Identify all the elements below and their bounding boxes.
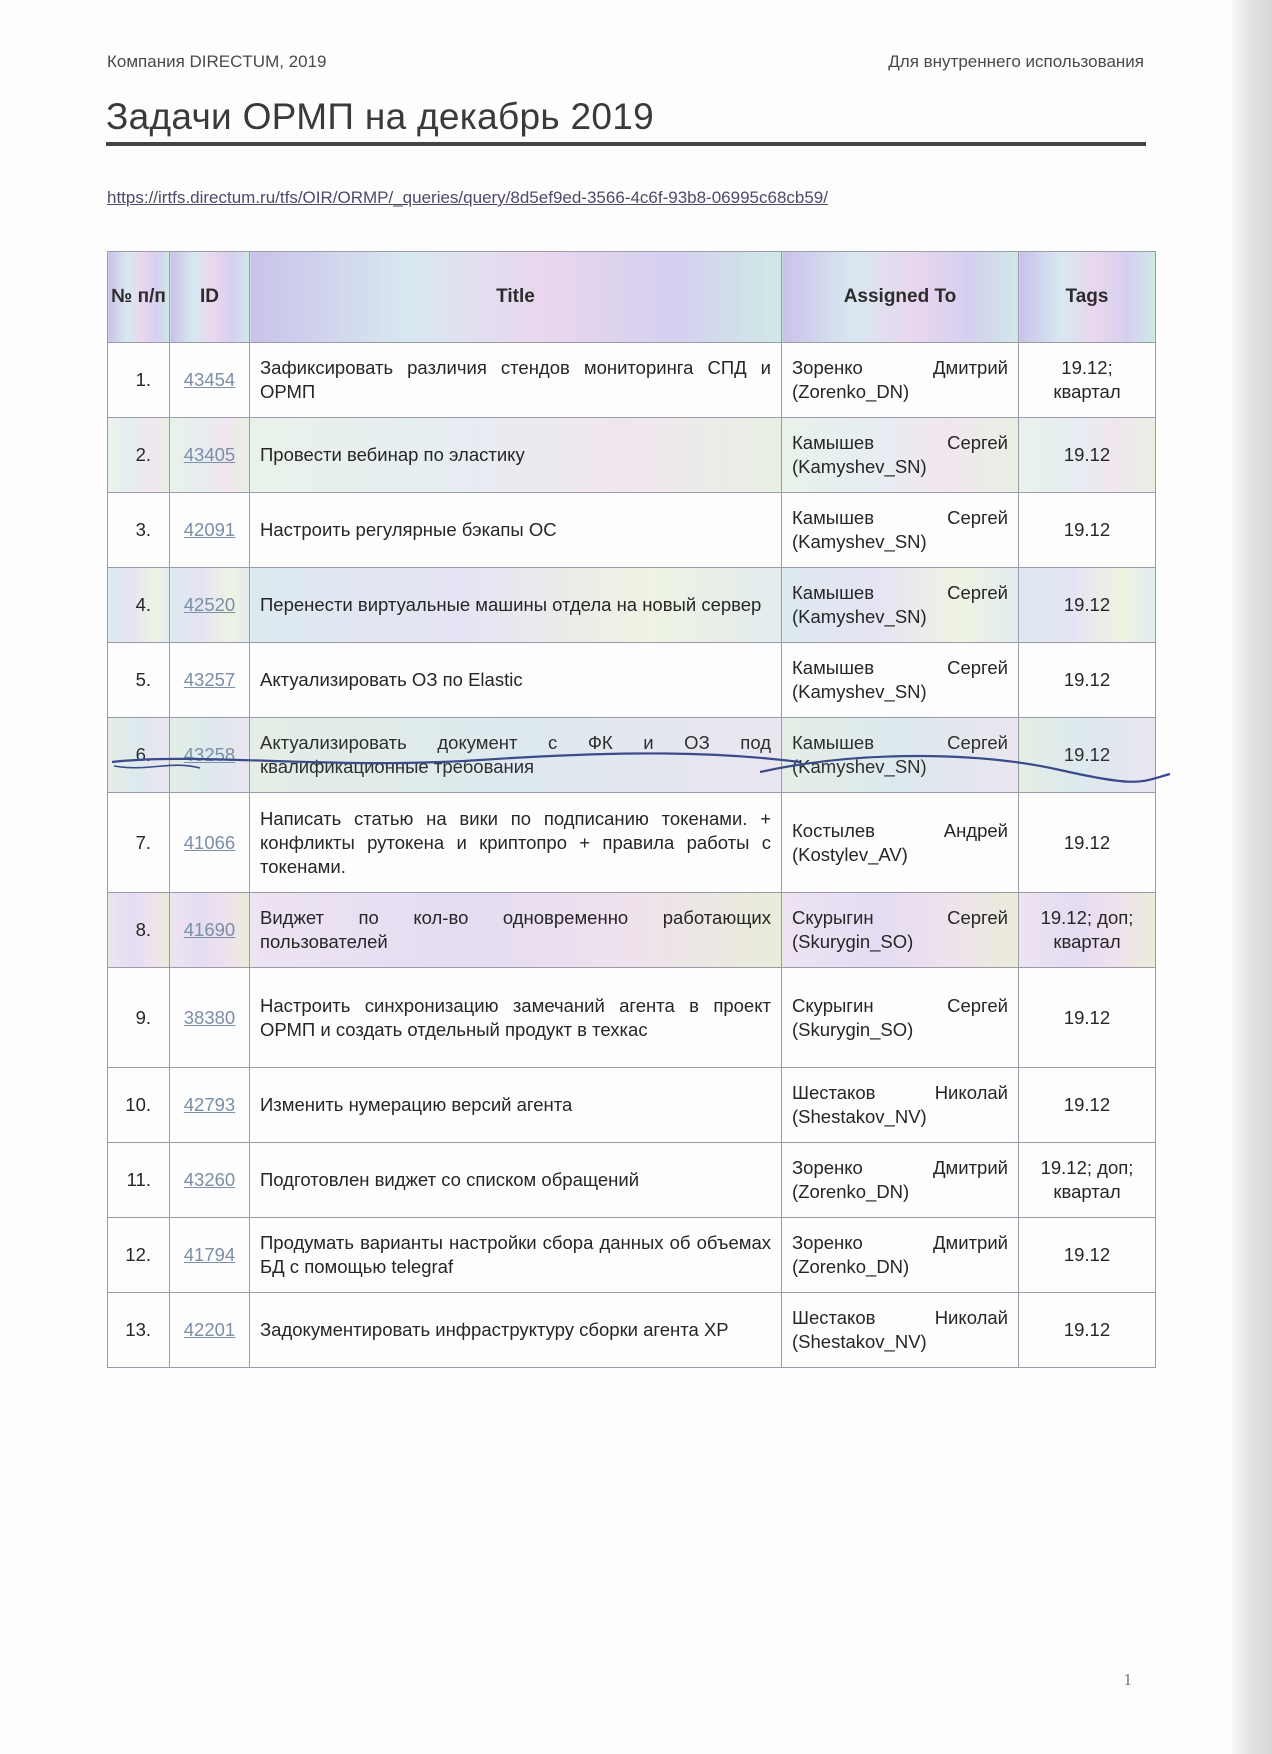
assigned-to (782, 1143, 1019, 1218)
task-tags: 19.12; доп; квартал (1019, 893, 1156, 968)
task-title: Продумать варианты настройки сбора данных об объемах БД с помощью telegraf (250, 1218, 782, 1293)
table-row (108, 718, 1156, 793)
company-header: Компания DIRECTUM, 2019 (107, 52, 327, 71)
column-header-id: ID (170, 252, 250, 343)
row-number: 7. (108, 793, 170, 893)
work-item-id (170, 1293, 250, 1368)
assignee-login: (Zorenko_DN) (792, 381, 910, 402)
work-item-id-link[interactable]: 38380 (183, 1006, 236, 1028)
assignee-login: (Zorenko_DN) (792, 1181, 910, 1202)
assigned-to (782, 968, 1019, 1068)
row-number: 4. (108, 568, 170, 643)
work-item-id-link[interactable]: 41690 (183, 919, 236, 940)
assignee-login: (Kamyshev_SN) (792, 531, 927, 552)
table-row (108, 568, 1156, 643)
tasks-table-body (108, 343, 1156, 1368)
assigned-to (782, 793, 1019, 893)
row-number: 6. (108, 718, 170, 793)
work-item-id (170, 893, 250, 968)
work-item-id (170, 718, 250, 793)
work-item-id (170, 968, 250, 1068)
task-title: Настроить синхронизацию замечаний агента в проект ОРМП и создать отдельный продукт в техкас (250, 968, 782, 1068)
work-item-id-link[interactable]: 43258 (183, 744, 236, 765)
table-header-row (108, 252, 1156, 343)
work-item-id (170, 1218, 250, 1293)
task-title: Провести вебинар по эластику (250, 418, 782, 493)
assignee-name: Камышев Сергей (792, 582, 1008, 603)
task-tags: 19.12 (1019, 643, 1156, 718)
assignee-login: (Skurygin_SO) (792, 1018, 914, 1040)
column-header-assigned: Assigned To (782, 252, 1019, 343)
task-title: Изменить нумерацию версий агента (250, 1068, 782, 1143)
assigned-to (782, 893, 1019, 968)
work-item-id (170, 493, 250, 568)
table-row (108, 1218, 1156, 1293)
row-number: 13. (108, 1293, 170, 1368)
table-row (108, 493, 1156, 568)
assignee-login: (Kamyshev_SN) (792, 681, 927, 702)
task-tags: 19.12 (1019, 718, 1156, 793)
scanner-edge (1232, 0, 1272, 1754)
work-item-id-link[interactable]: 41066 (183, 831, 236, 853)
assigned-to (782, 1068, 1019, 1143)
assignee-login: (Kamyshev_SN) (792, 756, 927, 777)
task-tags: 19.12; квартал (1019, 343, 1156, 418)
task-tags: 19.12 (1019, 1218, 1156, 1293)
work-item-id (170, 793, 250, 893)
row-number: 11. (108, 1143, 170, 1218)
work-item-id-link[interactable]: 41794 (183, 1244, 236, 1265)
work-item-id (170, 1068, 250, 1143)
work-item-id-link[interactable]: 43454 (183, 369, 236, 390)
work-item-id (170, 643, 250, 718)
assigned-to (782, 718, 1019, 793)
work-item-id-link[interactable]: 42091 (183, 519, 236, 540)
assignee-name: Камышев Сергей (792, 432, 1008, 453)
table-row (108, 643, 1156, 718)
table-row (108, 1143, 1156, 1218)
table-row (108, 893, 1156, 968)
table-row (108, 1068, 1156, 1143)
task-title: Виджет по кол-во одновременно работающих пользователей (250, 893, 782, 968)
assignee-login: (Skurygin_SO) (792, 931, 914, 952)
assignee-name: Камышев Сергей (792, 657, 1008, 678)
query-link[interactable]: https://irtfs.directum.ru/tfs/OIR/ORMP/_queries/query/8d5ef9ed-3566-4c6f-93b8-06995c68cb59/ (107, 188, 828, 207)
task-title: Настроить регулярные бэкапы ОС (250, 493, 782, 568)
assigned-to (782, 1218, 1019, 1293)
work-item-id-link[interactable]: 43260 (183, 1169, 236, 1190)
table-row (108, 793, 1156, 893)
row-number: 12. (108, 1218, 170, 1293)
assignee-login: (Kamyshev_SN) (792, 456, 927, 477)
assignee-name: Зоренко Дмитрий (792, 357, 1008, 378)
assignee-login: (Kostylev_AV) (792, 843, 908, 865)
column-header-num: № п/п (108, 252, 170, 343)
assignee-name: Зоренко Дмитрий (792, 1157, 1008, 1178)
task-title: Подготовлен виджет со списком обращений (250, 1143, 782, 1218)
table-row (108, 1293, 1156, 1368)
assigned-to (782, 493, 1019, 568)
column-header-title: Title (250, 252, 782, 343)
work-item-id (170, 343, 250, 418)
task-tags: 19.12; доп; квартал (1019, 1143, 1156, 1218)
row-number: 9. (108, 968, 170, 1068)
assigned-to (782, 643, 1019, 718)
row-number: 5. (108, 643, 170, 718)
task-title: Актуализировать документ с ФК и ОЗ под квалификационные требования (250, 718, 782, 793)
task-title: Перенести виртуальные машины отдела на новый сервер (250, 568, 782, 643)
task-tags: 19.12 (1019, 1293, 1156, 1368)
work-item-id-link[interactable]: 43257 (183, 669, 236, 690)
page-title: Задачи ОРМП на декабрь 2019 (106, 96, 655, 137)
task-title: Задокументировать инфраструктуру сборки агента XP (250, 1293, 782, 1368)
task-tags: 19.12 (1019, 968, 1156, 1068)
assigned-to (782, 343, 1019, 418)
row-number: 1. (108, 343, 170, 418)
assigned-to (782, 568, 1019, 643)
page-number: 1 (1123, 1670, 1132, 1689)
work-item-id (170, 1143, 250, 1218)
title-underline (106, 142, 1146, 146)
work-item-id-link[interactable]: 42201 (183, 1319, 236, 1340)
task-tags: 19.12 (1019, 418, 1156, 493)
row-number: 3. (108, 493, 170, 568)
work-item-id (170, 418, 250, 493)
confidentiality-header: Для внутреннего использования (888, 52, 1144, 71)
assignee-name: Камышев Сергей (792, 507, 1008, 528)
assignee-name: Шестаков Николай (792, 1082, 1008, 1103)
table-row (108, 343, 1156, 418)
work-item-id (170, 568, 250, 643)
row-number: 10. (108, 1068, 170, 1143)
tasks-table (107, 251, 1156, 1368)
assignee-login: (Shestakov_NV) (792, 1106, 927, 1127)
task-tags: 19.12 (1019, 493, 1156, 568)
assignee-name: Зоренко Дмитрий (792, 1232, 1008, 1253)
table-row (108, 968, 1156, 1068)
task-title: Написать статью на вики по подписанию токенами. + конфликты рутокена и криптопро + правила работы с токенами. (250, 793, 782, 893)
assignee-login: (Shestakov_NV) (792, 1331, 927, 1352)
row-number: 8. (108, 893, 170, 968)
assignee-name: Камышев Сергей (792, 732, 1008, 753)
assignee-login: (Kamyshev_SN) (792, 606, 927, 627)
task-tags: 19.12 (1019, 1068, 1156, 1143)
assigned-to (782, 418, 1019, 493)
assigned-to (782, 1293, 1019, 1368)
task-title: Зафиксировать различия стендов мониторинга СПД и ОРМП (250, 343, 782, 418)
work-item-id-link[interactable]: 43405 (183, 444, 236, 465)
work-item-id-link[interactable]: 42793 (183, 1094, 236, 1115)
assignee-name: Скурыгин Сергей (792, 907, 1008, 928)
assignee-login: (Zorenko_DN) (792, 1256, 910, 1277)
task-tags: 19.12 (1019, 793, 1156, 893)
assignee-name: Шестаков Николай (792, 1307, 1008, 1328)
task-title: Актуализировать ОЗ по Elastic (250, 643, 782, 718)
assignee-name: Костылев Андрей (792, 819, 1008, 841)
column-header-tags: Tags (1019, 252, 1156, 343)
assignee-name: Скурыгин Сергей (792, 994, 1008, 1016)
table-row (108, 418, 1156, 493)
task-tags: 19.12 (1019, 568, 1156, 643)
row-number: 2. (108, 418, 170, 493)
work-item-id-link[interactable]: 42520 (183, 594, 236, 615)
